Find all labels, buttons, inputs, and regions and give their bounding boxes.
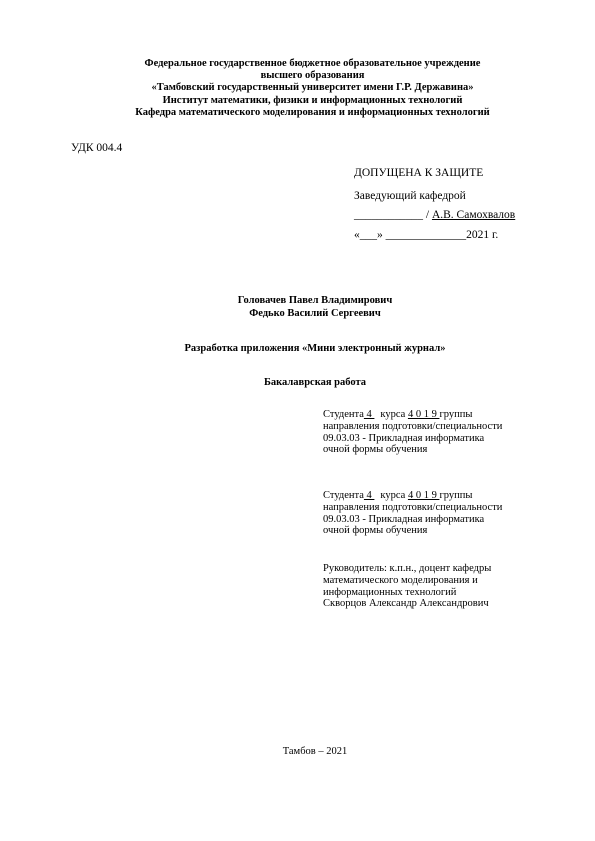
supervisor-line: информационных технологий — [323, 586, 457, 598]
approval-date-line: «___» ______________2021 г. — [354, 229, 499, 241]
approval-heading: ДОПУЩЕНА К ЗАЩИТЕ — [354, 167, 484, 179]
student-label: Студента — [323, 409, 364, 420]
student-course-group-line — [323, 409, 553, 421]
author-name: Головачев Павел Владимирович — [237, 295, 393, 306]
udk-code: УДК 004.4 — [71, 142, 123, 154]
course-label: курса — [380, 409, 406, 420]
student-label: Студента — [323, 490, 364, 501]
supervisor-line: математического моделирования и — [323, 574, 478, 586]
specialty-line: 09.03.03 - Прикладная информатика — [323, 513, 485, 525]
work-title: Разработка приложения «Мини электронный журнал» — [184, 343, 446, 354]
group-label: группы — [439, 409, 473, 420]
header-line: высшего образования — [260, 70, 365, 82]
direction-line: направления подготовки/специальности — [323, 420, 503, 432]
supervisor-line: Руководитель: к.п.н., доцент кафедры — [323, 563, 492, 574]
supervisor-name: Скворцов Александр Александрович — [323, 598, 489, 610]
group-number: 4 0 1 9 — [407, 490, 440, 501]
author-name: Федько Василий Сергеевич — [249, 307, 381, 319]
signature-separator: / — [423, 209, 432, 221]
specialty-line: 09.03.03 - Прикладная информатика — [323, 432, 485, 444]
header-line: Институт математики, физики и информационных технологий — [162, 94, 463, 106]
head-of-department-name: А.В. Самохвалов — [431, 209, 516, 221]
group-number: 4 0 1 9 — [407, 409, 440, 420]
signature-blank: ____________ — [354, 209, 423, 221]
course-number: 4 — [363, 409, 375, 420]
header-line: Федеральное государственное бюджетное образовательное учреждение — [144, 58, 481, 69]
course-number: 4 — [363, 490, 375, 501]
student-course-group-line — [323, 490, 553, 502]
header-line: Кафедра математического моделирования и информационных технологий — [135, 106, 490, 118]
supervisor-block — [323, 563, 553, 610]
authors — [150, 295, 480, 320]
institution-header — [60, 58, 565, 119]
city-year: Тамбов – 2021 — [282, 746, 348, 757]
group-label: группы — [439, 490, 473, 501]
student-block-1 — [323, 409, 553, 456]
header-line: «Тамбовский государственный университет имени Г.Р. Державина» — [151, 82, 474, 94]
study-form-line: очной формы обучения — [323, 525, 428, 537]
direction-line: направления подготовки/специальности — [323, 501, 503, 513]
approval-signature-line — [354, 208, 515, 222]
study-form-line: очной формы обучения — [323, 444, 428, 456]
work-type: Бакалаврская работа — [263, 377, 367, 388]
course-label: курса — [380, 490, 406, 501]
approval-role: Заведующий кафедрой — [354, 190, 466, 202]
student-block-2 — [323, 490, 553, 537]
